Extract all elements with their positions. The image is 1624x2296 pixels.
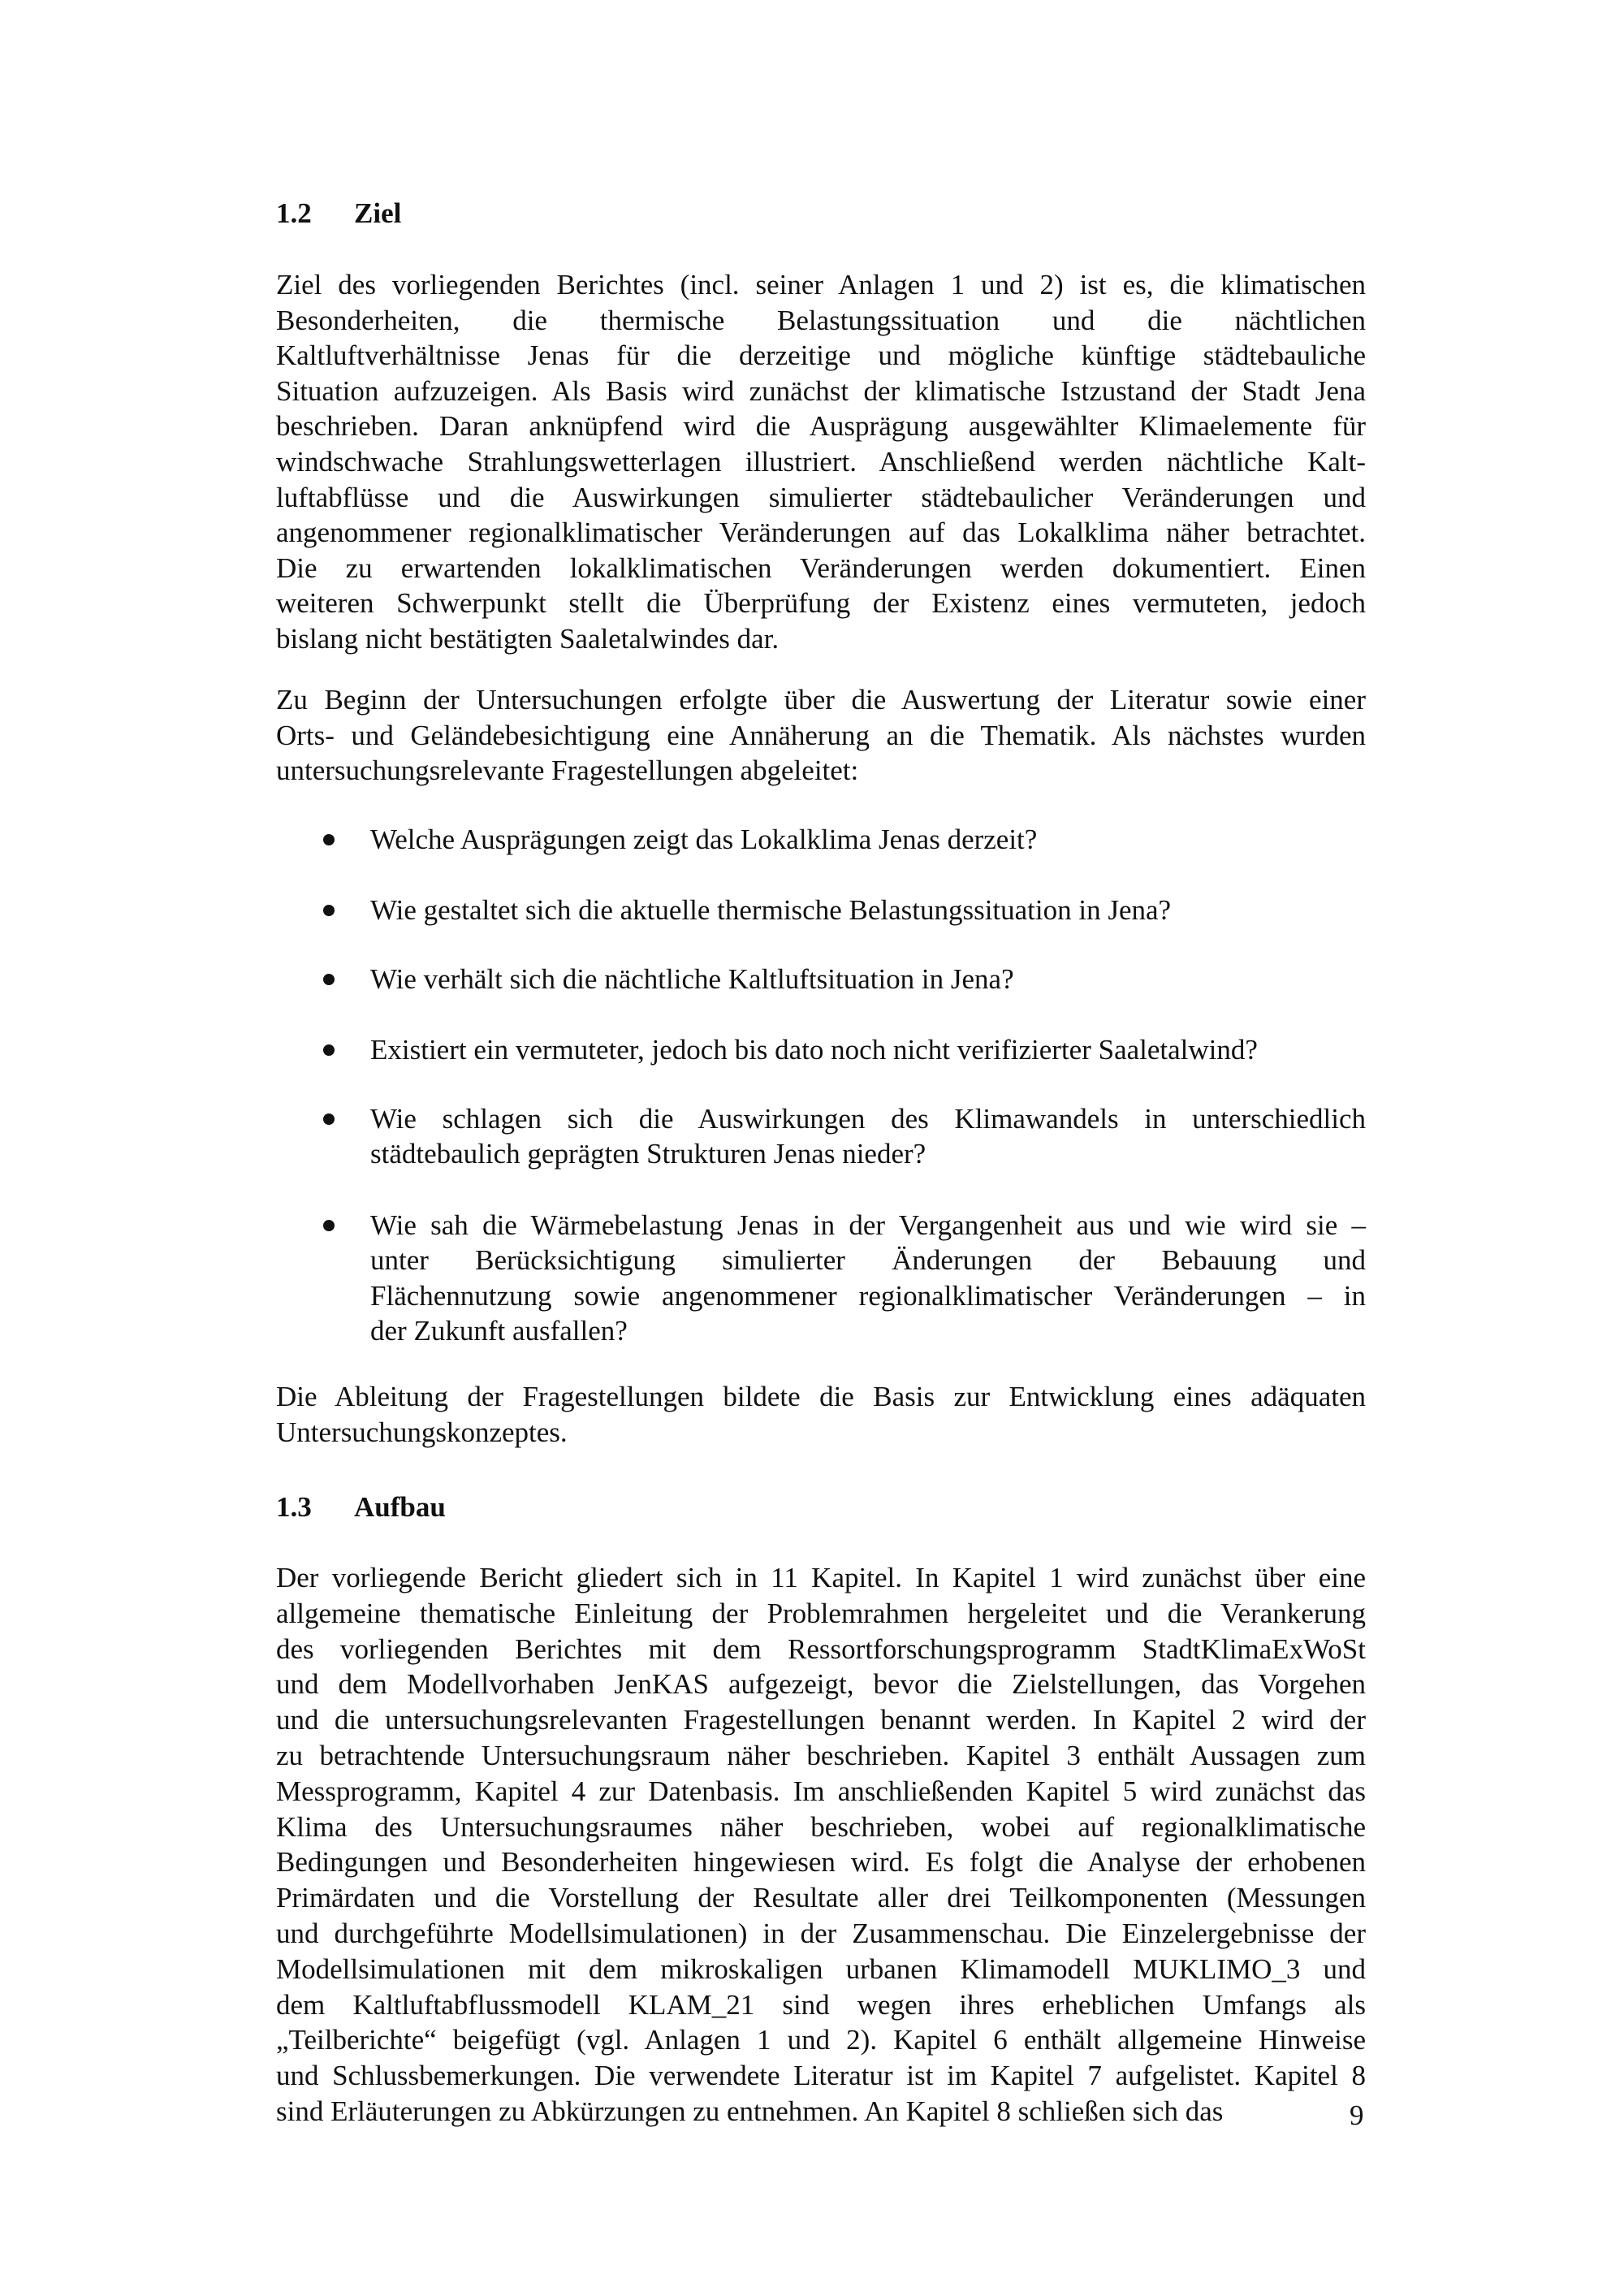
section-heading: Aufbau [354,1491,446,1523]
bullet-icon [323,974,335,985]
text-line: Welche Ausprägungen zeigt das Lokalklima Jenas derzeit? [370,824,1038,855]
text-line: beschrieben. Daran anknüpfend wird die Ausprägung ausgewählter Klimaelemente für [276,410,1366,443]
bullet-icon [323,1220,335,1231]
text-line: „Teilberichte“ beigefügt (vgl. Anlagen 1 und 2). Kapitel 6 enthält allgemeine Hinweise [276,2024,1366,2056]
text-line: und dem Modellvorhaben JenKAS aufgezeigt, bevor die Zielstellungen, das Vorgehen [276,1668,1366,1701]
text-line: untersuchungsrelevante Fragestellungen abgeleitet: [276,755,859,787]
text-line: Zu Beginn der Untersuchungen erfolgte über die Auswertung der Literatur sowie einer [276,684,1366,716]
bullet-icon [323,834,335,845]
text-line: Untersuchungskonzeptes. [276,1416,568,1448]
text-line: unter Berücksichtigung simulierter Änderungen der Bebauung und [370,1244,1366,1277]
text-line: Wie schlagen sich die Auswirkungen des Klimawandels in unterschiedlich [370,1103,1366,1135]
text-line: Primärdaten und die Vorstellung der Resultate aller drei Teilkomponenten (Messungen [276,1882,1366,1914]
text-line: Flächennutzung sowie angenommener regionalklimatischer Veränderungen – in [370,1279,1366,1312]
text-line: und Schlussbemerkungen. Die verwendete Literatur ist im Kapitel 7 aufgelistet. Kapitel 8 [276,2060,1366,2092]
text-line: zu betrachtende Untersuchungsraum näher beschrieben. Kapitel 3 enthält Aussagen zum [276,1740,1366,1771]
text-line: Ziel des vorliegenden Berichtes (incl. seiner Anlagen 1 und 2) ist es, die klimatischen [276,269,1366,301]
text-line: sind Erläuterungen zu Abkürzungen zu entnehmen. An Kapitel 8 schließen sich das [276,2095,1224,2127]
text-line: Klima des Untersuchungsraumes näher beschrieben, wobei auf regionalklimatische [276,1810,1366,1843]
bullet-icon [323,1113,335,1125]
bullet-icon [323,905,335,916]
text-line: Kaltluftverhältnisse Jenas für die derzeitige und mögliche künftige städtebauliche [276,339,1366,372]
text-line: Messprogramm, Kapitel 4 zur Datenbasis. Im anschließenden Kapitel 5 wird zunächst das [276,1775,1366,1807]
text-line: der Zukunft ausfallen? [370,1314,628,1347]
section-number: 1.2 [276,197,312,229]
text-line: städtebaulich geprägten Strukturen Jenas nieder? [370,1138,926,1170]
text-line: weiteren Schwerpunkt stellt die Überprüfung der Existenz eines vermuteten, jedoch [276,587,1366,620]
text-line: luftabflüsse und die Auswirkungen simulierter städtebaulicher Veränderungen und [276,481,1366,513]
text-line: angenommener regionalklimatischer Veränderungen auf das Lokalklima näher betrachtet. [276,517,1366,549]
text-line: Existiert ein vermuteter, jedoch bis dato noch nicht verifizierter Saaletalwind? [370,1034,1258,1066]
text-line: Besonderheiten, die thermische Belastungssituation und die nächtlichen [276,304,1366,336]
text-line: Wie sah die Wärmebelastung Jenas in der Vergangenheit aus und wie wird sie – [370,1209,1366,1241]
text-line: Die Ableitung der Fragestellungen bildete die Basis zur Entwicklung eines adäquaten [276,1381,1366,1412]
text-line: dem Kaltluftabflussmodell KLAM_21 sind wegen ihres erheblichen Umfangs als [276,1988,1366,2021]
section-number: 1.3 [276,1491,312,1523]
text-line: Modellsimulationen mit dem mikroskaligen urbanen Klimamodell MUKLIMO_3 und [276,1952,1366,1985]
text-line: und die untersuchungsrelevanten Fragestellungen benannt werden. In Kapitel 2 wird der [276,1704,1366,1736]
text-line: und durchgeführte Modellsimulationen) in der Zusammenschau. Die Einzelergebnisse der [276,1918,1366,1949]
text-line: Bedingungen und Besonderheiten hingewiesen wird. Es folgt die Analyse der erhobenen [276,1846,1366,1879]
text-line: Wie gestaltet sich die aktuelle thermische Belastungssituation in Jena? [370,894,1172,926]
section-heading: Ziel [354,197,402,229]
text-line: allgemeine thematische Einleitung der Problemrahmen hergeleitet und die Verankerung [276,1597,1366,1629]
text-line: windschwache Strahlungswetterlagen illustriert. Anschließend werden nächtliche Kalt- [276,446,1366,478]
text-line: Der vorliegende Bericht gliedert sich in 11 Kapitel. In Kapitel 1 wird zunächst über eine [276,1562,1366,1593]
bullet-icon [323,1044,335,1056]
text-line: Situation aufzuzeigen. Als Basis wird zunächst der klimatische Istzustand der Stadt Jena [276,374,1366,407]
page-number: 9 [1350,2099,1364,2131]
text-line: des vorliegenden Berichtes mit dem Ressortforschungsprogramm StadtKlimaExWoSt [276,1632,1366,1665]
text-line: Die zu erwartenden lokalklimatischen Veränderungen werden dokumentiert. Einen [276,551,1366,584]
text-line: bislang nicht bestätigten Saaletalwindes dar. [276,623,780,655]
text-line: Wie verhält sich die nächtliche Kaltluftsituation in Jena? [370,963,1014,995]
text-line: Orts- und Geländebesichtigung eine Annäherung an die Thematik. Als nächstes wurden [276,719,1366,751]
